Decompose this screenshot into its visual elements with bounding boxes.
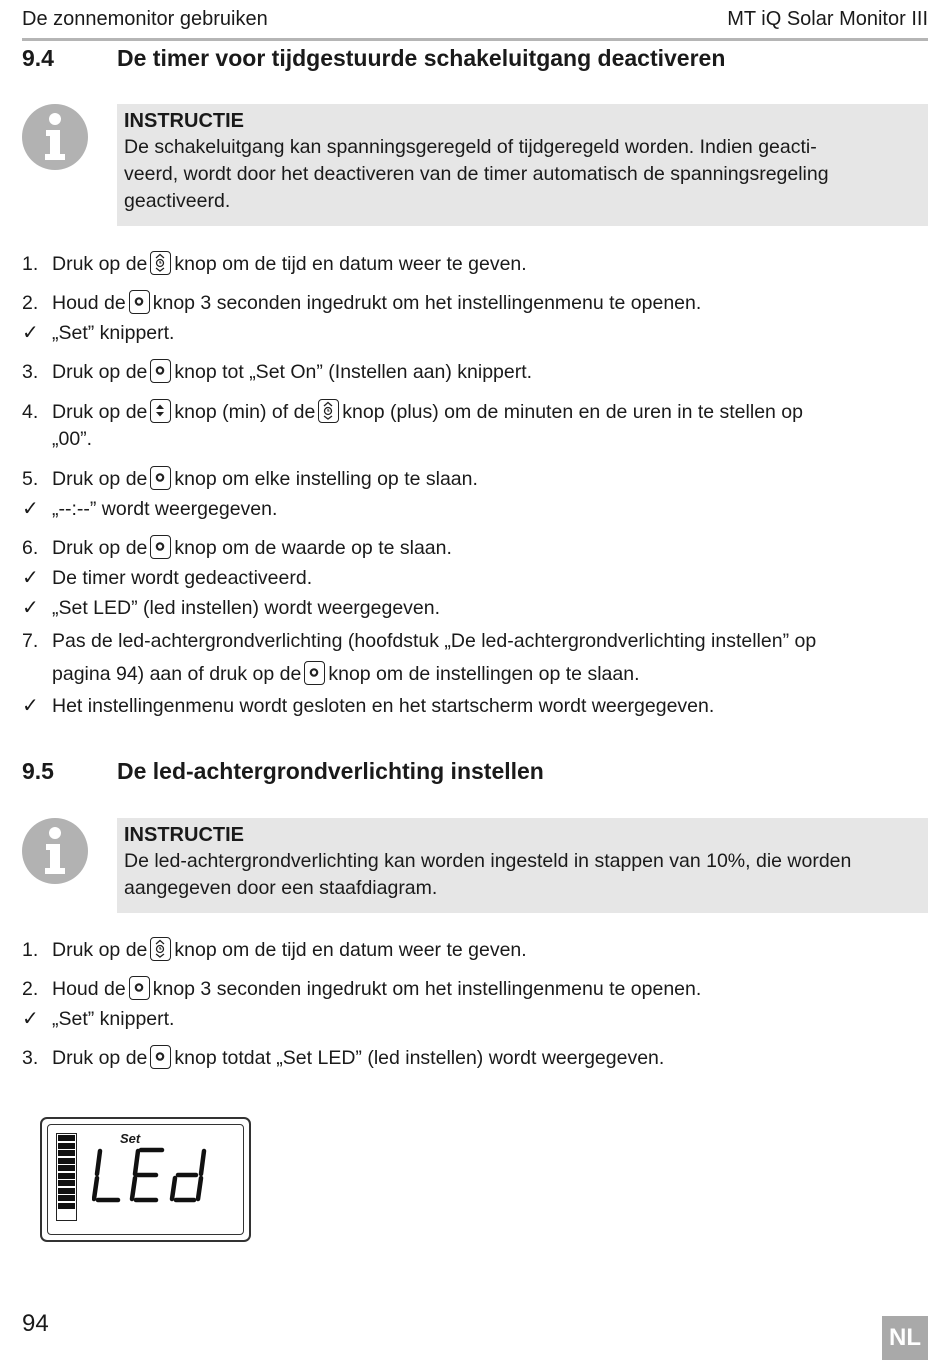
chapter-title: De zonnemonitor gebruiken — [22, 8, 268, 30]
set-key-icon — [150, 1045, 171, 1069]
check-icon: ✓ — [22, 597, 39, 619]
clock-key-icon — [150, 251, 171, 275]
note-line: geactiveerd. — [124, 190, 231, 212]
note-line: De led-achtergrondverlichting kan worden ingesteld in stappen van 10%, die worden — [124, 850, 852, 872]
clock-key-icon — [318, 399, 339, 423]
section-number: 9.4 — [22, 45, 54, 71]
instruction-note — [117, 104, 928, 226]
list-item: 6. Druk op de knop om de waarde op te slaan. — [22, 537, 452, 559]
instruction-note — [117, 818, 928, 913]
result-item: ✓ „Set LED” (led instellen) wordt weergegeven. — [22, 593, 928, 623]
lcd-display-illustration — [40, 1117, 251, 1242]
up-down-key-icon — [150, 399, 171, 423]
bar-segment — [58, 1165, 75, 1171]
list-item: 5. Druk op de knop om elke instelling op te slaan. — [22, 468, 478, 490]
check-icon: ✓ — [22, 1008, 39, 1030]
set-key-icon — [129, 976, 150, 1000]
note-title: INSTRUCTIE — [124, 824, 244, 846]
list-item: 1. Druk op de knop om de tijd en datum weer te geven. — [22, 253, 527, 275]
bar-segment — [58, 1188, 75, 1194]
list-item: 1. Druk op de knop om de tijd en datum weer te geven. — [22, 939, 527, 961]
bar-segment — [58, 1203, 75, 1209]
set-key-icon — [304, 661, 325, 685]
section-9-5-heading — [22, 758, 544, 785]
note-line: aangegeven door een staafdiagram. — [124, 877, 438, 899]
list-item: 7. Pas de led-achtergrondverlichting (hoofdstuk „De led-achtergrondverlichting instellen” op pagina 94) aan of druk op de knop om de instellingen op te slaan. — [22, 630, 817, 685]
section-9-4-heading — [22, 45, 725, 72]
list-item: 3. Druk op de knop totdat „Set LED” (led instellen) wordt weergegeven. — [22, 1047, 665, 1069]
product-name: MT iQ Solar Monitor III — [727, 8, 928, 30]
result-item: ✓ „Set” knippert. — [22, 318, 928, 348]
bar-segment — [58, 1180, 75, 1186]
lcd-set-label: Set — [120, 1131, 141, 1146]
result-item: ✓ „Set” knippert. — [22, 1004, 928, 1034]
set-key-icon — [150, 359, 171, 383]
brightness-bar-graph — [56, 1133, 77, 1221]
page-header — [22, 8, 928, 41]
set-key-icon — [150, 466, 171, 490]
set-key-icon — [129, 290, 150, 314]
page-number: 94 — [22, 1310, 49, 1337]
list-item: 4. Druk op de knop (min) of de knop (plus) om de minuten en de uren in te stellen op „00”. — [22, 401, 803, 450]
note-title: INSTRUCTIE — [124, 110, 244, 132]
list-item: 3. Druk op de knop tot „Set On” (Instellen aan) knippert. — [22, 361, 533, 383]
check-icon: ✓ — [22, 695, 39, 717]
result-item: ✓ De timer wordt gedeactiveerd. — [22, 563, 928, 593]
lcd-segment-text-led — [92, 1147, 212, 1203]
section-title: De timer voor tijdgestuurde schakeluitgang deactiveren — [117, 45, 726, 71]
steps-list — [22, 935, 928, 1073]
lcd-screen — [47, 1124, 244, 1235]
note-line: veerd, wordt door het deactiveren van de timer automatisch de spanningsregeling — [124, 163, 829, 185]
bar-segment — [58, 1195, 75, 1201]
result-item: ✓ „--:--” wordt weergegeven. — [22, 494, 928, 524]
clock-key-icon — [150, 937, 171, 961]
info-icon — [22, 104, 88, 170]
language-badge: NL — [882, 1316, 928, 1360]
bar-segment — [58, 1150, 75, 1156]
bar-segment — [58, 1135, 75, 1141]
section-title: De led-achtergrondverlichting instellen — [117, 758, 544, 784]
check-icon: ✓ — [22, 567, 39, 589]
bar-segment — [58, 1173, 75, 1179]
section-number: 9.5 — [22, 758, 54, 784]
note-line: De schakeluitgang kan spanningsgeregeld of tijdgeregeld worden. Indien geacti- — [124, 136, 817, 158]
check-icon: ✓ — [22, 498, 39, 520]
bar-segment — [58, 1143, 75, 1149]
list-item: 2. Houd de knop 3 seconden ingedrukt om het instellingenmenu te openen. — [22, 292, 702, 314]
check-icon: ✓ — [22, 322, 39, 344]
set-key-icon — [150, 535, 171, 559]
list-item: 2. Houd de knop 3 seconden ingedrukt om het instellingenmenu te openen. — [22, 978, 702, 1000]
bar-segment — [58, 1158, 75, 1164]
steps-list — [22, 249, 928, 721]
info-icon — [22, 818, 88, 884]
result-item: ✓ Het instellingenmenu wordt gesloten en het startscherm wordt weergegeven. — [22, 691, 928, 721]
